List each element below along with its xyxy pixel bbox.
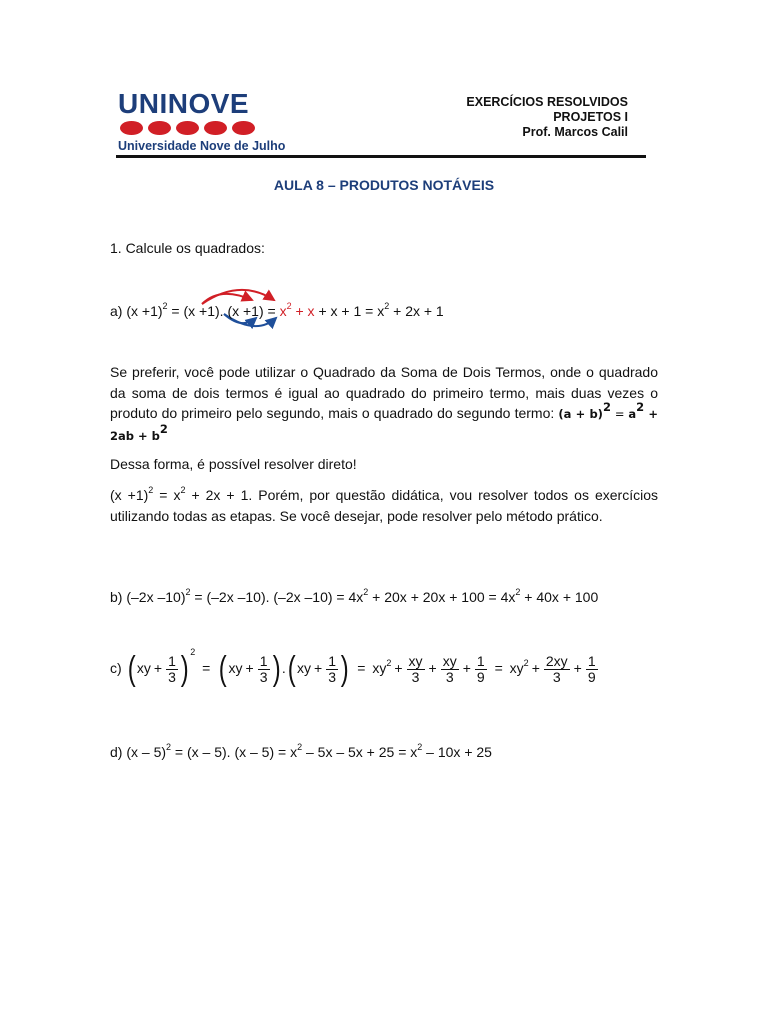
item-a-red-term: x [279, 303, 287, 319]
paren-close: ) [180, 650, 189, 689]
logo-subtitle: Universidade Nove de Julho [118, 139, 286, 153]
math-op: + [153, 660, 163, 676]
item-b-text: + 20x + 20x + 100 = 4x [368, 589, 516, 605]
numerator: 1 [587, 652, 596, 669]
practical-text: + 2x + 1. Porém, por questão didática, vou resolver todos os exercícios utilizando todas as etapas. Se você desejar, pode resolver pelo método prático. [110, 487, 658, 524]
logo-wordmark: UNINOVE [118, 88, 250, 119]
math-op: + [462, 660, 471, 676]
item-d [110, 742, 492, 762]
denominator: 3 [168, 668, 176, 685]
header-divider [116, 155, 646, 158]
item-d-text: – 5x – 5x + 25 = x [302, 744, 418, 760]
item-a-text: + x + 1 = x [314, 303, 385, 319]
denominator: 3 [328, 668, 337, 685]
exponent: 2 [602, 400, 611, 414]
question-heading: 1. Calcule os quadrados: [110, 240, 265, 256]
paren-close: ) [272, 650, 281, 689]
numerator: 1 [476, 652, 485, 669]
formula-part: a [628, 407, 637, 421]
math-op: + [245, 660, 254, 676]
paren-open: ( [287, 650, 296, 689]
math-op: = [357, 660, 366, 676]
fraction [407, 654, 425, 685]
math-op: = [202, 660, 211, 676]
page-title: AULA 8 – PRODUTOS NOTÁVEIS [273, 177, 495, 193]
header-line-3: Prof. Marcos Calil [522, 125, 628, 139]
exponent: 2 [386, 658, 392, 668]
item-d-text: – 10x + 25 [422, 744, 492, 760]
item-a-text: + 2x + 1 [389, 303, 444, 319]
math-op: + [428, 660, 437, 676]
denominator: 3 [445, 668, 454, 685]
math-op: + [573, 660, 582, 676]
math-op: + [394, 660, 403, 676]
explanation-text: Se preferir, você pode utilizar o Quadrado da Soma de Dois Termos, onde o quadrado da soma de dois termos é igual ao quadrado do primeiro termo, mais duas vezes o produto do primeiro pelo segundo, mais o quadrado do segundo termo: [110, 364, 658, 421]
math-op: = [494, 660, 503, 676]
practical-text: (x +1) [110, 487, 149, 503]
exponent: 2 [166, 742, 172, 752]
practical-paragraph [110, 485, 658, 526]
exponent: 2 [148, 485, 154, 495]
item-c [110, 647, 599, 689]
header-line-2: PROJETOS I [553, 110, 628, 124]
item-b-text: b) (–2x –10) [110, 589, 186, 605]
exponent: 2 [363, 587, 369, 597]
math-op: + [531, 660, 540, 676]
denominator: 3 [552, 668, 561, 685]
numerator: 2xy [545, 652, 568, 669]
numerator: 1 [328, 652, 337, 669]
uninove-logo [118, 88, 286, 153]
numerator: 1 [259, 652, 268, 669]
item-b-text: + 40x + 100 [520, 589, 599, 605]
practical-text: = x [153, 487, 181, 503]
exponent: 2 [417, 742, 423, 752]
denominator: 3 [411, 668, 420, 685]
exponent: 2 [180, 485, 186, 495]
exponent: 2 [159, 421, 168, 436]
logo-dots [120, 121, 268, 137]
exponent: 2 [185, 587, 191, 597]
header-line-1: EXERCÍCIOS RESOLVIDOS [466, 95, 628, 109]
exponent: 2 [515, 587, 521, 597]
direct-note: Dessa forma, é possível resolver direto! [110, 456, 357, 472]
header-info [466, 95, 628, 140]
math-op: + [314, 660, 323, 676]
exponent: 2 [286, 301, 292, 311]
item-a-text: = (x +1). (x +1) = [167, 303, 280, 319]
math-term: xy [228, 660, 243, 676]
numerator: 1 [168, 652, 176, 669]
exponent: 2 [523, 658, 529, 668]
item-b-text: = (–2x –10). (–2x –10) = 4x [190, 589, 364, 605]
fraction [258, 654, 270, 685]
fraction [586, 654, 598, 685]
denominator: 9 [587, 668, 596, 685]
item-a-red-term: + x [291, 303, 315, 319]
formula-part: = [610, 407, 629, 421]
exponent: 2 [636, 400, 645, 414]
fraction [544, 654, 570, 685]
numerator: xy [442, 652, 457, 669]
formula-part: + 2ab + b [110, 407, 658, 443]
item-c-label: c) [110, 660, 122, 676]
logo-dot [204, 121, 227, 135]
exponent: 2 [190, 647, 196, 657]
item-b [110, 587, 598, 607]
explanation-paragraph [110, 362, 658, 446]
item-a [110, 301, 444, 321]
numerator: xy [408, 652, 423, 669]
math-term: xy [136, 660, 151, 676]
exponent: 2 [162, 301, 168, 311]
paren-close: ) [340, 650, 349, 689]
denominator: 3 [259, 668, 268, 685]
fraction [166, 654, 178, 685]
logo-dot [148, 121, 171, 135]
item-d-text: = (x – 5). (x – 5) = x [171, 744, 298, 760]
logo-dot [176, 121, 199, 135]
paren-open: ( [127, 650, 136, 689]
paren-open: ( [218, 650, 227, 689]
formula-part: (a + b) [558, 407, 603, 421]
math-term: xy [372, 660, 387, 676]
item-a-text: a) (x +1) [110, 303, 163, 319]
fraction [441, 654, 459, 685]
math-term: xy [509, 660, 524, 676]
logo-dot [232, 121, 255, 135]
fraction [326, 654, 338, 685]
item-d-text: d) (x – 5) [110, 744, 167, 760]
denominator: 9 [476, 668, 485, 685]
exponent: 2 [297, 742, 303, 752]
math-op: . [281, 660, 286, 676]
fraction [475, 654, 487, 685]
math-term: xy [297, 660, 312, 676]
logo-dot [120, 121, 143, 135]
exponent: 2 [384, 301, 390, 311]
